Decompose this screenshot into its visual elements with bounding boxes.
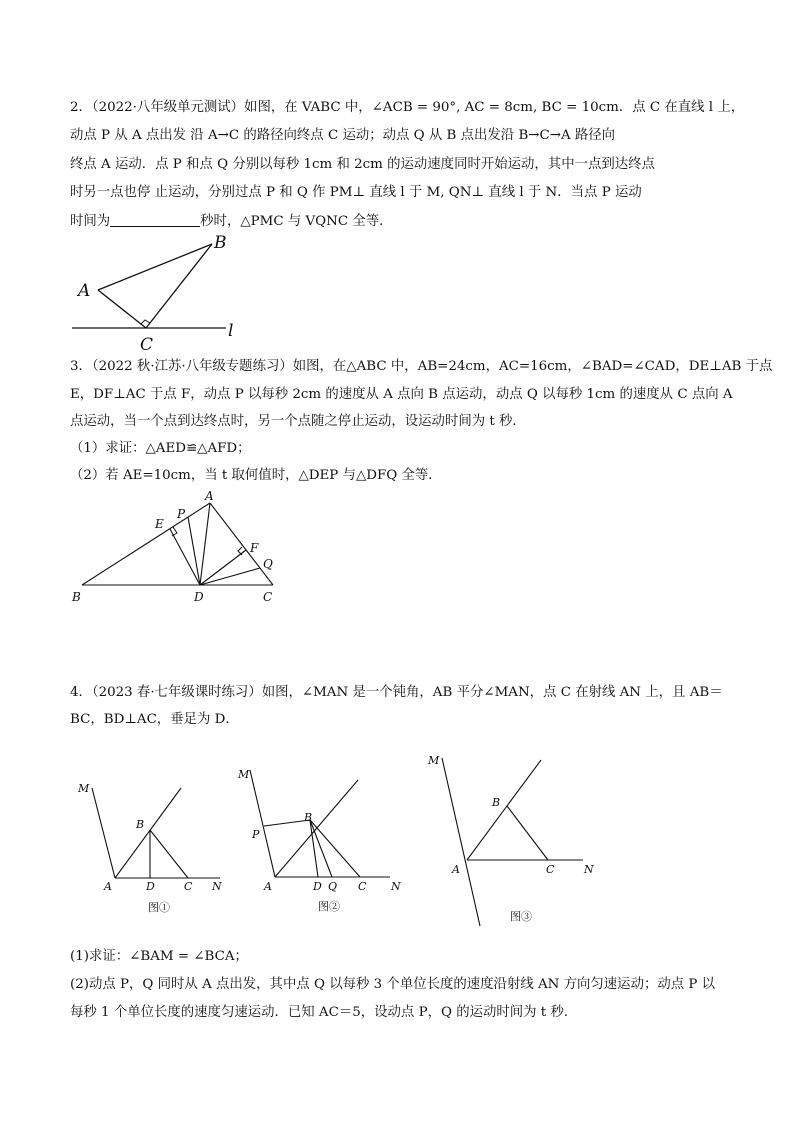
q2-line-5 xyxy=(70,212,393,231)
q2-line-1: 2．（2022·八年级单元测试）如图，在 VABC 中，∠ACB = 90°, AC = 8cm, BC = 10cm．点 C 在直线 l 上， xyxy=(70,100,745,115)
label-B: B xyxy=(72,590,81,604)
label-M: M xyxy=(238,768,250,781)
label-N: N xyxy=(391,880,401,893)
label-C: C xyxy=(184,880,193,893)
label-D: D xyxy=(146,880,155,893)
label-E: E xyxy=(155,517,164,531)
label-B: B xyxy=(304,811,313,824)
q3-figure xyxy=(60,488,300,608)
label-A: A xyxy=(205,489,214,503)
ray-AM xyxy=(92,788,115,878)
q2-line-3: 终点 A 运动．点 P 和点 Q 分别以每秒 1cm 和 2cm 的运动速度同时开始运动，其中一点到达终点 xyxy=(70,157,655,172)
label-Q: Q xyxy=(328,880,338,893)
label-N: N xyxy=(212,880,222,893)
q2-figure xyxy=(60,232,260,352)
label-A: A xyxy=(104,880,112,893)
label-Q: Q xyxy=(263,557,273,571)
label-C: C xyxy=(358,880,367,893)
q3-line-1: 3．（2022 秋·江苏·八年级专题练习）如图，在△ABC 中，AB=24cm，AC=16cm，∠BAD=∠CAD，DE⊥AB 于点 xyxy=(70,359,773,374)
segment-BQ xyxy=(310,820,332,877)
segment-AC xyxy=(98,290,146,328)
segment-AB xyxy=(98,244,212,290)
label-P: P xyxy=(252,828,260,841)
q3-line-5: （2）若 AE=10cm，当 t 取何值时，△DEP 与△DFQ 全等． xyxy=(70,468,442,483)
caption-fig3: 图③ xyxy=(510,910,532,923)
label-A: A xyxy=(264,880,272,893)
caption-fig1: 图① xyxy=(148,901,170,914)
label-M: M xyxy=(78,782,90,795)
label-D: D xyxy=(194,590,204,604)
answer-blank xyxy=(110,212,200,227)
q4-figure-2 xyxy=(230,760,420,920)
q4-figure-1 xyxy=(70,770,230,920)
label-l: l xyxy=(228,321,234,341)
segment-DQ xyxy=(200,568,260,585)
label-M: M xyxy=(428,754,440,767)
label-B: B xyxy=(136,818,145,831)
right-angle-mark xyxy=(141,320,150,324)
q2-line-2: 动点 P 从 A 点出发 沿 A→C 的路径向终点 C 运动；动点 Q 从 B 点出发沿 B→C→A 路径向 xyxy=(70,128,616,143)
segment-BC xyxy=(150,830,188,878)
segment-BC xyxy=(507,806,548,860)
q4-sub-line-2: (2)动点 P，Q 同时从 A 点出发，其中点 Q 以每秒 3 个单位长度的速度沿射线 AN 方向匀速运动；动点 P 以 xyxy=(70,977,716,992)
label-A: A xyxy=(452,863,460,876)
q3-line-4: （1）求证：△AED≌△AFD； xyxy=(70,441,251,456)
ray-AM xyxy=(250,770,275,877)
q2-line-4: 时另一点也停 止运动，分别过点 P 和 Q 作 PM⊥ 直线 l 于 M, QN⊥ 直线 l 于 N．当点 P 运动 xyxy=(70,185,642,200)
ray-AM xyxy=(442,758,480,926)
q4-line-1: 4．（2023 春·七年级课时练习）如图，∠MAN 是一个钝角，AB 平分∠MAN，点 C 在射线 AN 上，且 AB＝ xyxy=(70,685,723,700)
segment-AB xyxy=(82,503,210,585)
q2-line-5-suffix: 秒时，△PMC 与 VQNC 全等． xyxy=(200,214,393,229)
bisector-ray xyxy=(467,760,541,860)
label-C: C xyxy=(140,335,154,352)
segment-AD xyxy=(200,503,210,585)
q4-sub-line-1: (1)求证：∠BAM = ∠BCA； xyxy=(70,949,248,964)
segment-DF xyxy=(200,550,246,585)
q3-line-3: 点运动，当一个点到达终点时，另一个点随之停止运动，设运动时间为 t 秒． xyxy=(70,414,526,429)
label-B: B xyxy=(492,796,501,809)
q3-line-2: E，DF⊥AC 于点 F，动点 P 以每秒 2cm 的速度从 A 点向 B 点运动，动点 Q 以每秒 1cm 的速度从 C 点向 A xyxy=(70,387,733,402)
label-F: F xyxy=(250,541,259,555)
bisector-ray xyxy=(115,788,181,878)
q4-figure-3 xyxy=(420,748,620,928)
segment-BC xyxy=(310,820,360,877)
label-P: P xyxy=(177,507,186,521)
label-C: C xyxy=(546,863,555,876)
caption-fig2: 图② xyxy=(318,900,340,913)
segment-BC xyxy=(146,244,212,328)
right-angle-mark-F xyxy=(238,547,242,555)
label-C: C xyxy=(263,590,273,604)
label-N: N xyxy=(584,863,594,876)
label-B: B xyxy=(214,233,227,253)
label-A: A xyxy=(78,281,91,301)
label-D: D xyxy=(313,880,322,893)
q2-line-5-prefix: 时间为 xyxy=(70,214,111,229)
q4-line-2: BC，BD⊥AC，垂足为 D． xyxy=(70,712,239,727)
q4-sub-line-3: 每秒 1 个单位长度的速度匀速运动．已知 AC＝5，设动点 P，Q 的运动时间为 t 秒． xyxy=(70,1005,578,1020)
